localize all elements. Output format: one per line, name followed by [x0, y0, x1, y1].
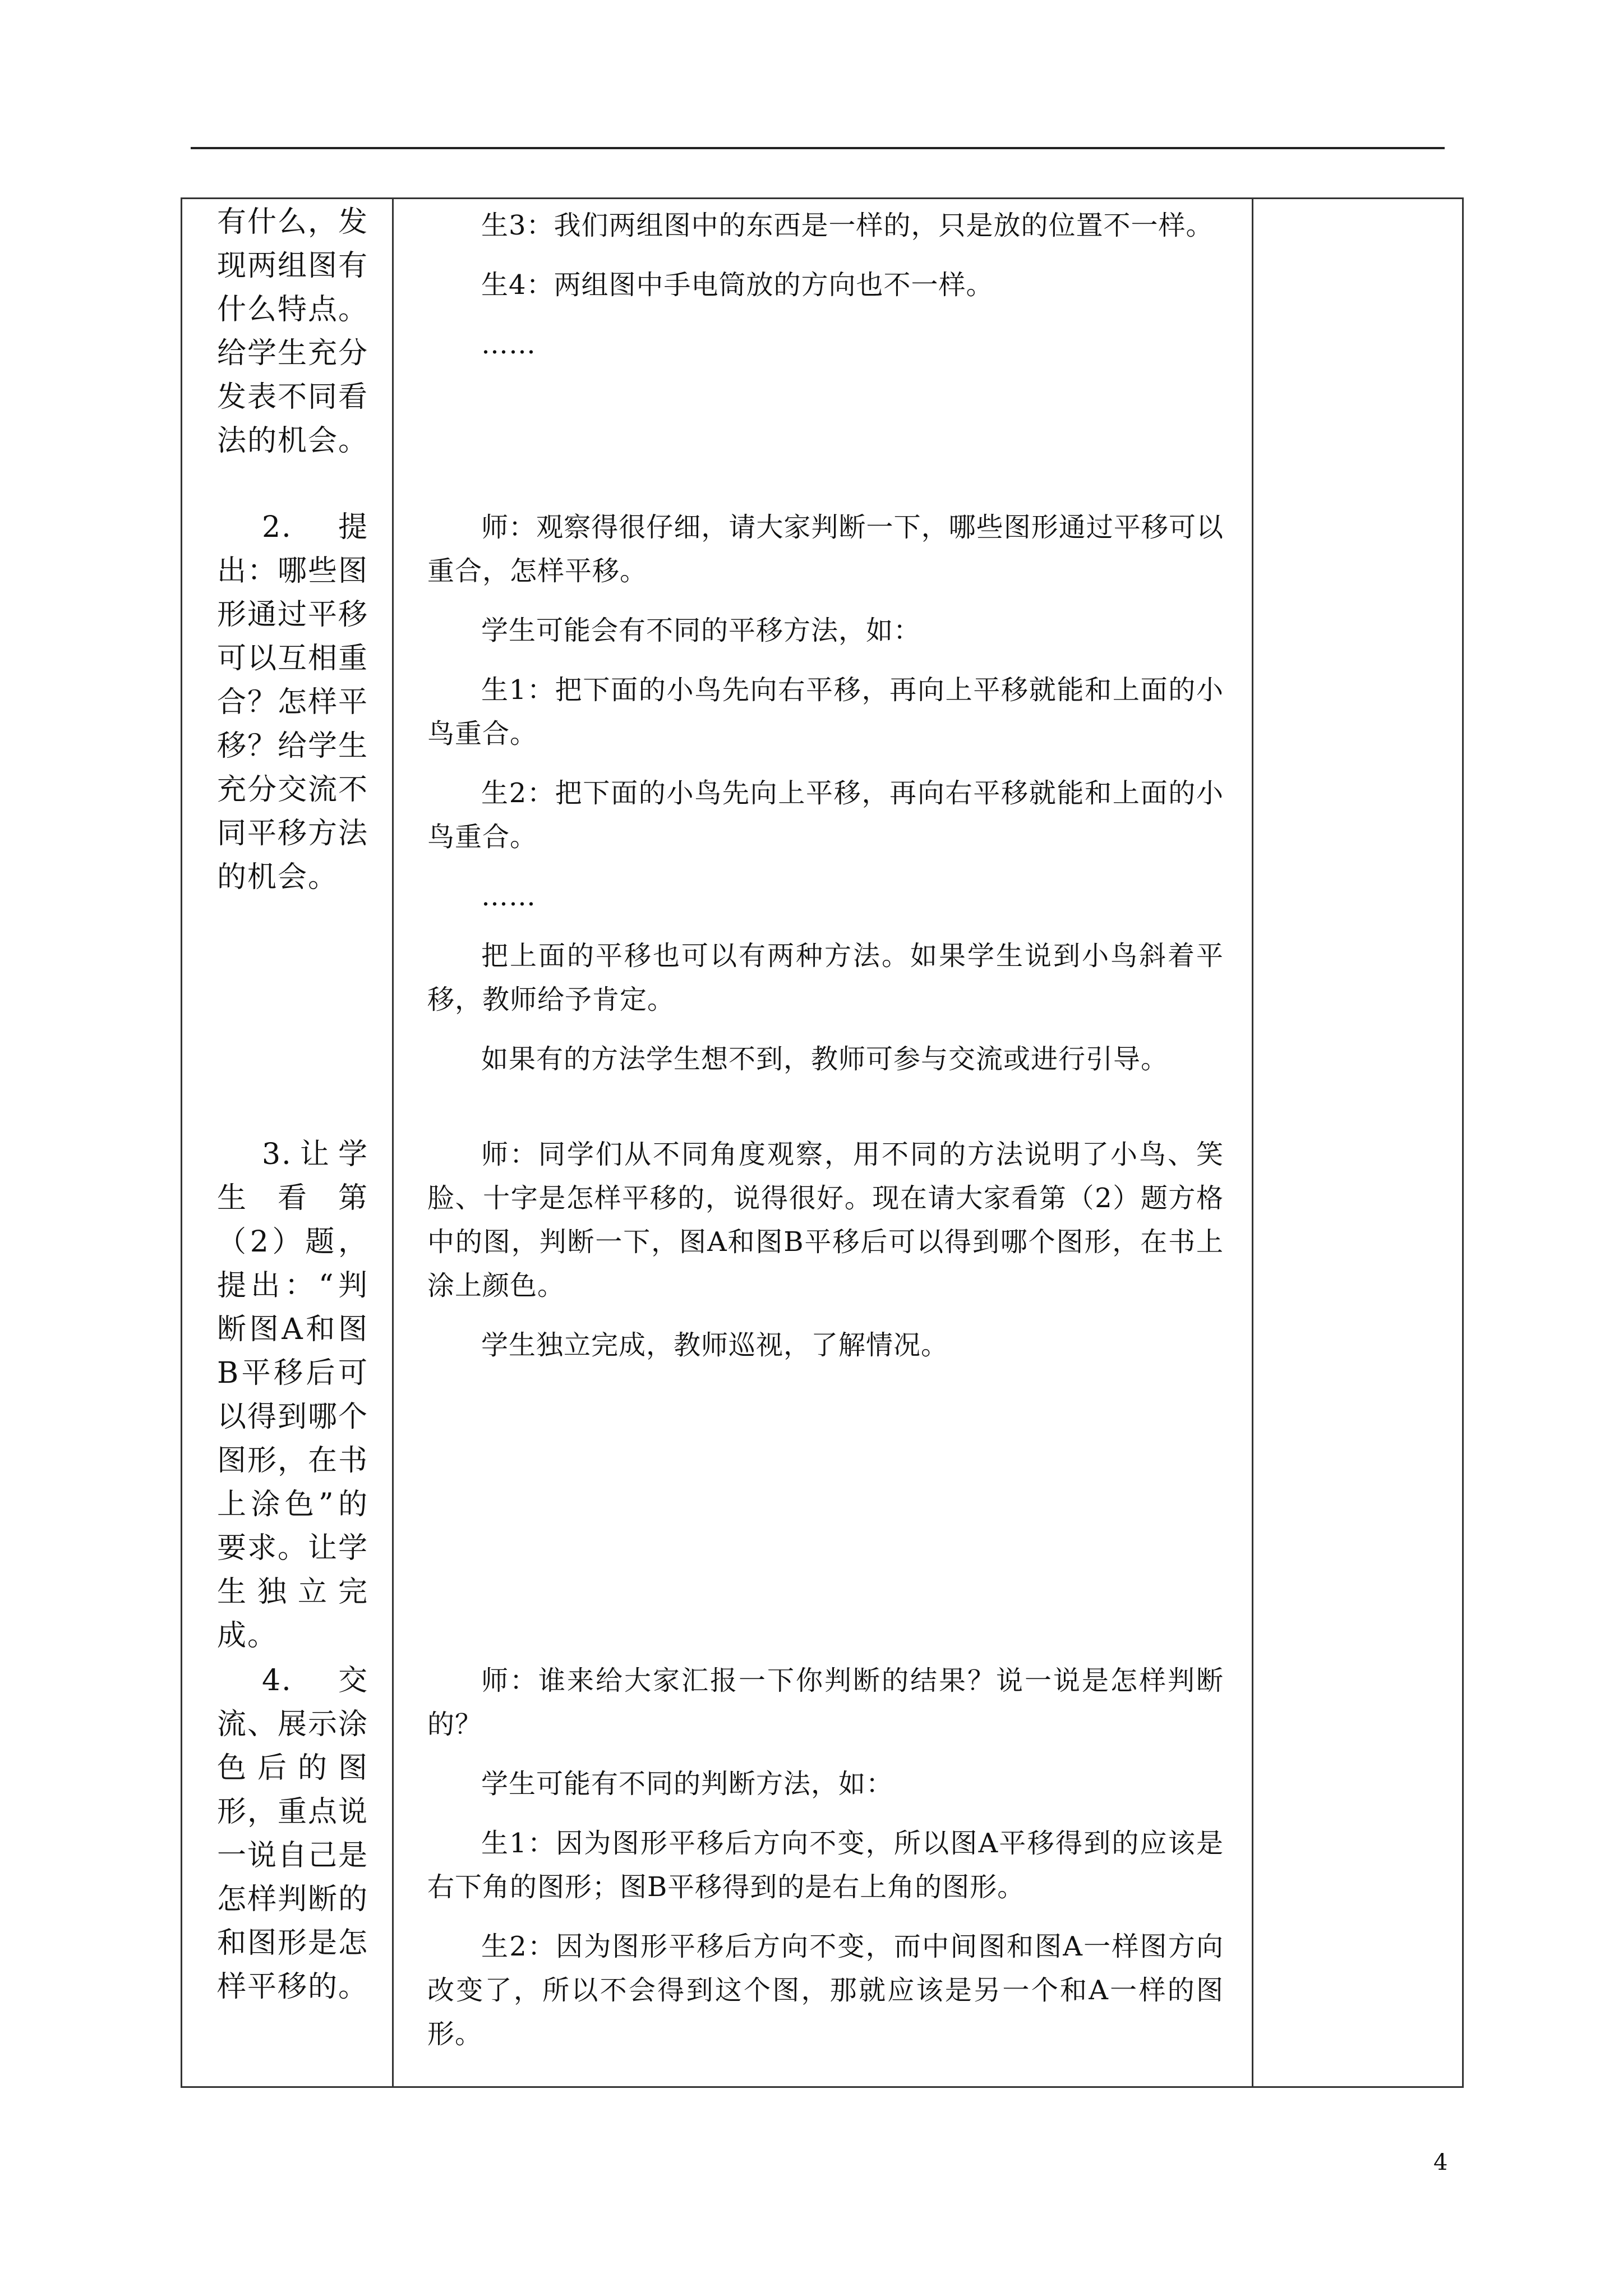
dialogue-paragraph: ……: [481, 881, 536, 912]
dialogue-section-4: [427, 1659, 1224, 2072]
dialogue-paragraph: 学生可能会有不同的平移方法，如：: [481, 615, 921, 646]
dialogue-paragraph: 生3：我们两组图中的东西是一样的，只是放的位置不一样。: [481, 210, 1214, 241]
dialogue-paragraph: 生1：把下面的小鸟先向右平移，再向上平移就能和上面的小鸟重合。: [427, 674, 1224, 749]
dialogue-paragraph: 如果有的方法学生想不到，教师可参与交流或进行引导。: [481, 1043, 1169, 1075]
dialogue-paragraph: 生1：因为图形平移后方向不变，所以图A平移得到的应该是右下角的图形；图B平移得到的是右上角的图形。: [427, 1828, 1224, 1903]
dialogue-section-3: [427, 1133, 1224, 1383]
activity-text-4: 4.交流、展示涂色后的图形，重点说一说自己是怎样判断的和图形是怎样平移的。: [217, 1664, 369, 2004]
dialogue-paragraph: ……: [481, 329, 536, 360]
dialogue-paragraph: 把上面的平移也可以有两种方法。如果学生说到小鸟斜着平移，教师给予肯定。: [427, 940, 1224, 1015]
activity-text-2: 2.提出：哪些图形通过平移可以互相重合？怎样平移？给学生充分交流不同平移方法的机会。: [217, 510, 369, 894]
dialogue-paragraph: 师：谁来给大家汇报一下你判断的结果？说一说是怎样判断的？: [427, 1665, 1224, 1740]
dialogue-paragraph: 生2：因为图形平移后方向不变，而中间图和图A一样图方向改变了，所以不会得到这个图，那就应该是另一个和A一样的图形。: [427, 1931, 1224, 2050]
page-number: 4: [1433, 2150, 1448, 2175]
dialogue-paragraph: 师：同学们从不同角度观察，用不同的方法说明了小鸟、笑脸、十字是怎样平移的，说得很好。现在请大家看第（2）题方格中的图，判断一下，图A和图B平移后可以得到哪个图形，在书上涂上颜色。: [427, 1139, 1224, 1301]
dialogue-paragraph: 生2：把下面的小鸟先向上平移，再向右平移就能和上面的小鸟重合。: [427, 777, 1224, 853]
table-row: [182, 199, 1463, 2087]
dialogue-paragraph: 学生可能有不同的判断方法，如：: [481, 1768, 894, 1800]
header-rule: [191, 147, 1445, 149]
dialogue-paragraph: 生4：两组图中手电筒放的方向也不一样。: [481, 269, 994, 301]
activity-column: [182, 199, 393, 2087]
dialogue-column: [393, 199, 1253, 2087]
dialogue-paragraph: 学生独立完成，教师巡视，了解情况。: [481, 1329, 949, 1361]
activity-text-3: 3.让学生看第（2）题，提出：“判断图A和图B平移后可以得到哪个图形，在书上涂色”的要求。让学生独立完成。: [217, 1138, 369, 1653]
notes-column: [1253, 199, 1463, 2087]
activity-text-1: 有什么，发现两组图有什么特点。给学生充分发表不同看法的机会。: [217, 205, 369, 458]
dialogue-paragraph: 师：观察得很仔细，请大家判断一下，哪些图形通过平移可以重合，怎样平移。: [427, 512, 1224, 587]
dialogue-section-1: [427, 204, 1224, 382]
dialogue-section-2: [427, 505, 1224, 1097]
lesson-table: [181, 197, 1464, 2088]
